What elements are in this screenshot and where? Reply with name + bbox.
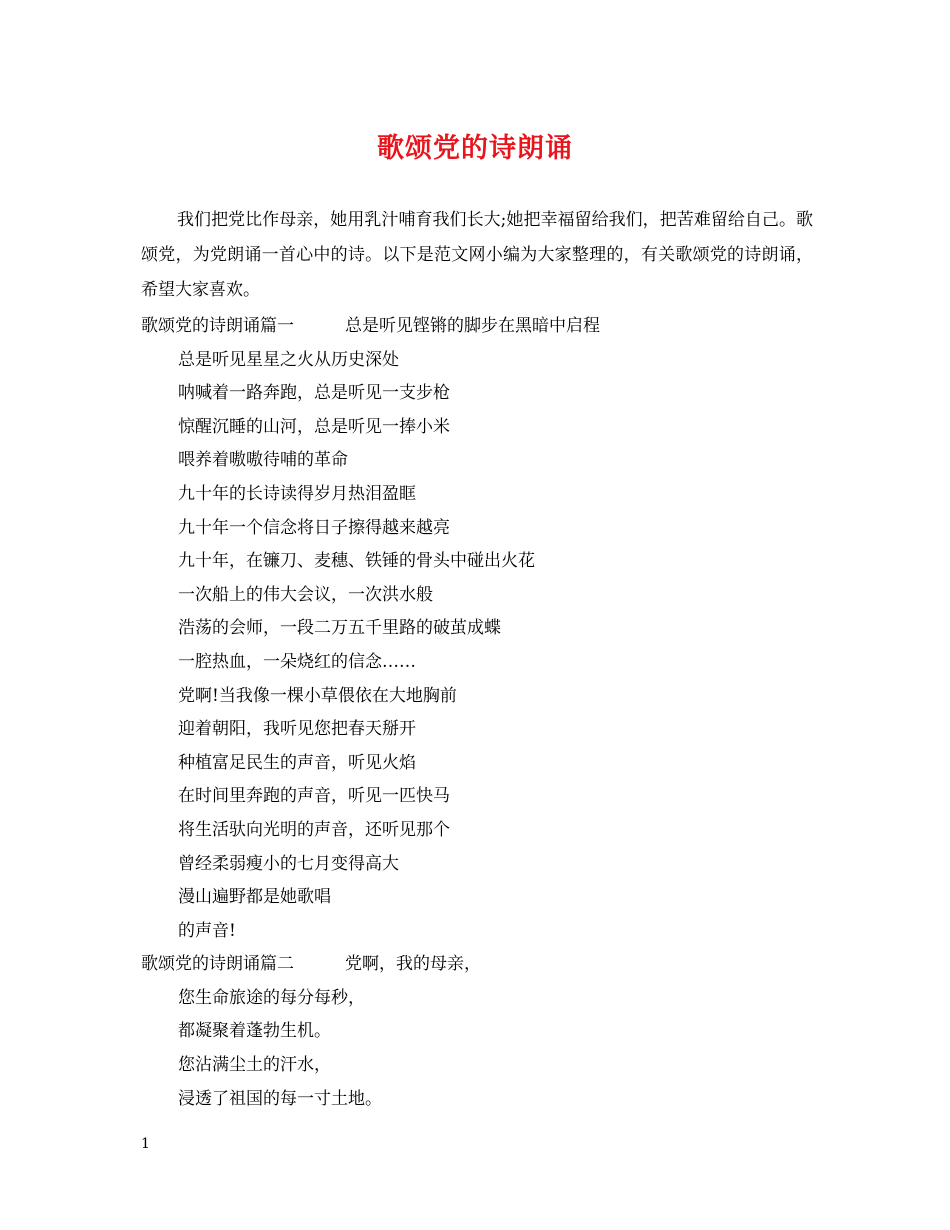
section-heading-2 [0,948,950,982]
poem-line: 呐喊着一路奔跑，总是听见一支步枪 [178,383,450,404]
intro-paragraph: 我们把党比作母亲，她用乳汁哺育我们长大;她把幸福留给我们，把苦难留给自己。歌颂党，为党朗诵一首心中的诗。以下是范文网小编为大家整理的，有关歌颂党的诗朗诵，希望大家喜欢。 [141,210,813,300]
poem-line: 喂养着嗷嗷待哺的革命 [178,450,348,471]
poem-line: 种植富足民生的声音，听见火焰 [178,752,416,773]
poem-line: 浩荡的会师，一段二万五千里路的破茧成蝶 [178,618,501,639]
poem-line: 您生命旅途的每分每秒， [178,987,365,1008]
section-heading-1 [0,310,950,344]
page-number: 1 [141,1136,150,1152]
poem-line: 党啊!当我像一棵小草偎依在大地胸前 [178,685,457,706]
poem-line: 一腔热血，一朵烧红的信念…… [178,651,416,672]
poem-line: 惊醒沉睡的山河，总是听见一捧小米 [178,416,450,437]
poem-line: 一次船上的伟大会议，一次洪水般 [178,584,433,605]
poem-line: 都凝聚着蓬勃生机。 [178,1021,331,1042]
poem-line: 九十年的长诗读得岁月热泪盈眶 [178,483,416,504]
poem-line: 浸透了祖国的每一寸土地。 [178,1088,382,1109]
section-label-1: 歌颂党的诗朗诵篇一 [141,316,294,336]
section-label-2: 歌颂党的诗朗诵篇二 [141,954,294,975]
poem-line: 九十年，在镰刀、麦穗、铁锤的骨头中碰出火花 [178,551,535,572]
poem-line: 曾经柔弱瘦小的七月变得高大 [178,853,399,874]
poem-line: 迎着朝阳，我听见您把春天掰开 [178,719,416,740]
section-first-line-2: 党啊，我的母亲， [345,954,481,975]
poem-line: 在时间里奔跑的声音，听见一匹快马 [178,786,450,807]
poem-line: 的声音! [178,920,236,941]
poem-body [0,310,950,1116]
section-first-line-1: 总是听见铿锵的脚步在黑暗中启程 [345,316,600,336]
document-title: 歌颂党的诗朗诵 [377,133,573,164]
poem-line: 总是听见星星之火从历史深处 [178,349,399,370]
poem-line: 将生活驮向光明的声音，还听见那个 [178,819,450,840]
poem-line: 漫山遍野都是她歌唱 [178,887,331,908]
poem-line: 九十年一个信念将日子擦得越来越亮 [178,517,450,538]
poem-line: 您沾满尘土的汗水， [178,1055,331,1076]
